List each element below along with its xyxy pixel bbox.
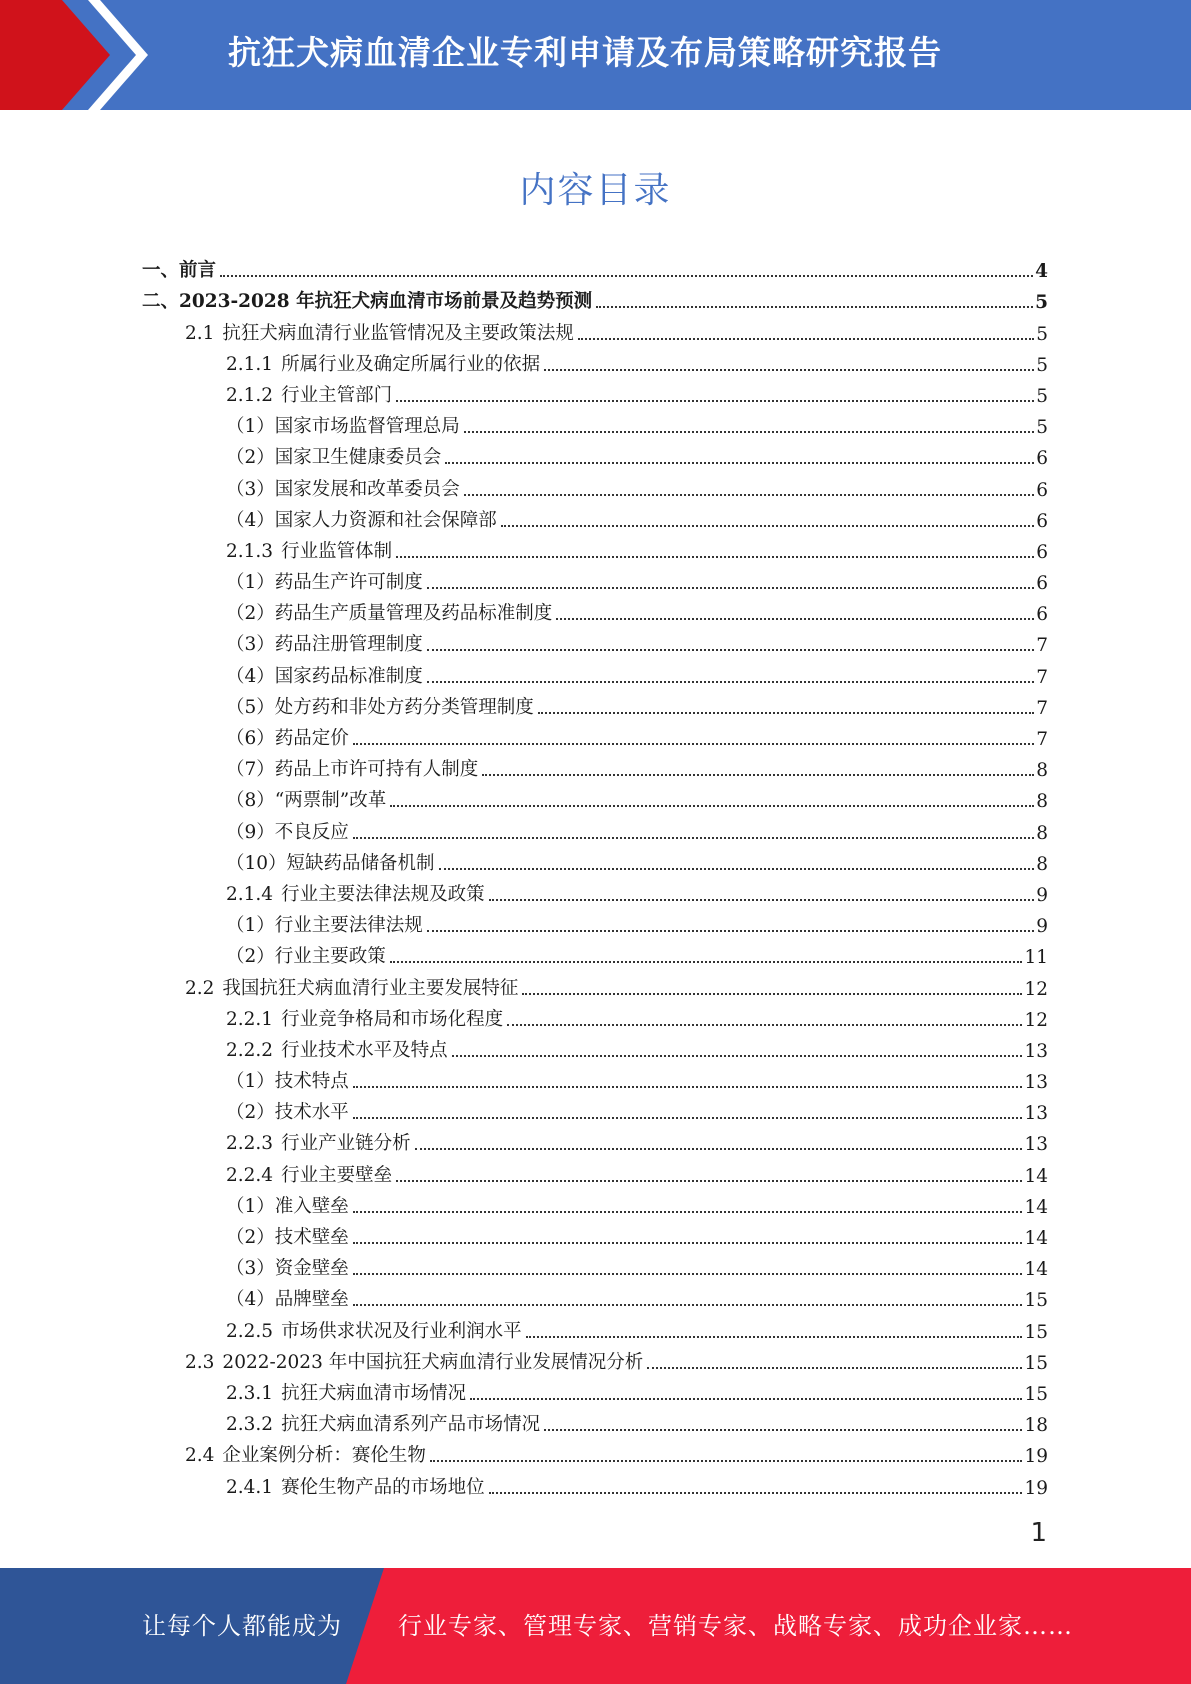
toc-entry-number: 2.2 bbox=[185, 977, 215, 999]
toc-entry-page: 7 bbox=[1036, 635, 1048, 657]
toc-entry-label bbox=[226, 755, 480, 781]
toc-entry[interactable] bbox=[0, 1252, 1191, 1283]
toc-entry-number: （1） bbox=[226, 1071, 275, 1093]
toc-entry-page: 13 bbox=[1024, 1134, 1048, 1156]
toc-entry-page: 11 bbox=[1024, 947, 1048, 969]
toc-dot-leader bbox=[501, 525, 1034, 527]
toc-entry-text: 行业主要政策 bbox=[274, 946, 386, 968]
toc-entry-label bbox=[226, 724, 351, 750]
toc-entry-number: （9） bbox=[226, 821, 275, 843]
toc-dot-leader bbox=[353, 1086, 1023, 1088]
toc-entry-number: 2.1.1 bbox=[226, 353, 274, 375]
toc-entry-number: 一、 bbox=[142, 260, 180, 282]
toc-entry-page: 14 bbox=[1024, 1259, 1048, 1281]
toc-entry-number: 2.2.1 bbox=[226, 1008, 274, 1030]
toc-dot-leader bbox=[439, 868, 1035, 870]
toc-entry-label bbox=[226, 818, 351, 844]
toc-entry-page: 6 bbox=[1036, 510, 1048, 532]
toc-dot-leader bbox=[396, 1180, 1022, 1182]
chevron-arrow-icon bbox=[0, 0, 160, 110]
toc-entry-number: 2.3 bbox=[185, 1351, 215, 1373]
toc-entry-label bbox=[142, 256, 218, 282]
toc-entry-page: 15 bbox=[1024, 1383, 1048, 1405]
toc-dot-leader bbox=[489, 1492, 1023, 1494]
toc-dot-leader bbox=[538, 712, 1034, 714]
toc-entry-text: 抗狂犬病血清行业监管情况及主要政策法规 bbox=[222, 322, 574, 344]
toc-dot-leader bbox=[396, 400, 1034, 402]
toc-entry[interactable] bbox=[0, 691, 1191, 722]
toc-entry[interactable] bbox=[0, 1408, 1191, 1439]
toc-entry-text: 所属行业及确定所属行业的依据 bbox=[281, 353, 541, 375]
toc-entry-text: 国家药品标准制度 bbox=[274, 665, 423, 687]
toc-entry[interactable] bbox=[0, 379, 1191, 410]
toc-entry[interactable] bbox=[0, 659, 1191, 690]
toc-entry-text: 行业主要法律法规 bbox=[274, 915, 423, 937]
toc-entry-number: （3） bbox=[226, 1258, 275, 1280]
toc-entry-label bbox=[226, 1317, 524, 1343]
toc-entry-page: 14 bbox=[1024, 1228, 1048, 1249]
toc-entry-label bbox=[226, 1067, 351, 1093]
toc-entry-page: 8 bbox=[1036, 822, 1048, 844]
toc-entry-page: 12 bbox=[1024, 978, 1048, 1000]
toc-entry[interactable] bbox=[0, 1127, 1191, 1158]
toc-heading: 内容目录 bbox=[519, 170, 672, 211]
toc-dot-leader bbox=[452, 1055, 1023, 1057]
toc-entry[interactable] bbox=[0, 316, 1191, 347]
toc-dot-leader bbox=[396, 556, 1034, 558]
toc-entry-number: 2.2.4 bbox=[226, 1164, 274, 1186]
toc-entry-label bbox=[226, 1036, 450, 1062]
toc-entry-text: 前言 bbox=[179, 260, 217, 282]
toc-entry-number: 2.2.3 bbox=[226, 1133, 274, 1155]
toc-entry-page: 12 bbox=[1024, 1009, 1048, 1031]
toc-entry-label bbox=[226, 1285, 351, 1311]
toc-entry-page: 14 bbox=[1024, 1196, 1048, 1218]
toc-entry-text: 短缺药品储备机制 bbox=[286, 852, 435, 874]
toc-entry-page: 9 bbox=[1036, 916, 1048, 938]
toc-entry[interactable] bbox=[0, 566, 1191, 597]
toc-entry[interactable] bbox=[0, 1283, 1191, 1314]
toc-entry-number: （2） bbox=[226, 603, 275, 625]
toc-entry-text: 技术特点 bbox=[274, 1071, 349, 1093]
footer-slogan-right: 行业专家、管理专家、营销专家、战略专家、成功企业家…… bbox=[398, 1612, 1073, 1640]
report-title: 抗狂犬病血清企业专利申请及布局策略研究报告 bbox=[228, 33, 942, 72]
toc-entry-number: 2.1.4 bbox=[226, 883, 274, 905]
toc-entry-number: 二、 bbox=[142, 291, 180, 313]
toc-entry[interactable] bbox=[0, 784, 1191, 815]
table-of-contents bbox=[0, 254, 1191, 1502]
toc-entry[interactable] bbox=[0, 1065, 1191, 1096]
toc-entry-page: 6 bbox=[1036, 604, 1048, 626]
toc-entry-number: （5） bbox=[226, 696, 275, 718]
toc-entry-label bbox=[226, 568, 425, 594]
toc-entry-number: （1） bbox=[226, 915, 275, 937]
toc-dot-leader bbox=[526, 1336, 1023, 1338]
toc-entry-text: 行业主要法律法规及政策 bbox=[281, 883, 485, 905]
toc-entry-number: （8） bbox=[226, 790, 275, 812]
toc-entry-number: 2.3.2 bbox=[226, 1414, 274, 1436]
toc-entry-label bbox=[226, 381, 394, 407]
toc-entry-text: 行业主管部门 bbox=[281, 384, 393, 406]
toc-dot-leader bbox=[353, 1242, 1023, 1244]
toc-entry-number: （4） bbox=[226, 1289, 275, 1311]
toc-entry-page: 6 bbox=[1036, 573, 1048, 595]
toc-entry-text: 抗狂犬病血清市场情况 bbox=[281, 1382, 467, 1404]
toc-entry-page: 9 bbox=[1036, 884, 1048, 906]
toc-entry-label bbox=[226, 412, 462, 438]
toc-entry-number: （1） bbox=[226, 416, 275, 438]
toc-entry-page: 13 bbox=[1024, 1040, 1048, 1062]
toc-entry-number: 2.1 bbox=[185, 322, 215, 344]
toc-entry-label bbox=[226, 911, 425, 937]
toc-entry-text: 药品生产许可制度 bbox=[274, 572, 423, 594]
toc-entry-text: 企业案例分析：赛伦生物 bbox=[222, 1445, 426, 1467]
header-banner bbox=[0, 0, 1191, 110]
toc-entry-label bbox=[185, 1441, 428, 1467]
toc-entry-label bbox=[226, 475, 462, 501]
toc-entry-label bbox=[226, 443, 443, 469]
toc-entry[interactable] bbox=[0, 472, 1191, 503]
toc-entry-text: “两票制”改革 bbox=[274, 790, 387, 812]
toc-entry-page: 6 bbox=[1036, 541, 1048, 563]
toc-entry-number: 2.1.3 bbox=[226, 540, 274, 562]
toc-entry[interactable] bbox=[0, 722, 1191, 753]
toc-entry-label bbox=[185, 974, 520, 1000]
toc-entry-page: 5 bbox=[1035, 292, 1048, 314]
toc-entry-page: 8 bbox=[1036, 853, 1048, 875]
toc-entry[interactable] bbox=[0, 1003, 1191, 1034]
toc-entry-label bbox=[226, 942, 388, 968]
toc-entry-page: 15 bbox=[1024, 1290, 1048, 1312]
toc-entry-label bbox=[226, 599, 554, 625]
toc-entry-text: 资金壁垒 bbox=[274, 1258, 349, 1280]
toc-dot-leader bbox=[353, 1117, 1023, 1119]
toc-entry[interactable] bbox=[0, 1346, 1191, 1377]
toc-entry-text: 国家卫生健康委员会 bbox=[274, 447, 442, 469]
toc-dot-leader bbox=[464, 494, 1034, 496]
toc-entry-label bbox=[226, 1223, 351, 1249]
toc-entry-text: 药品注册管理制度 bbox=[274, 634, 423, 656]
toc-entry[interactable] bbox=[0, 1314, 1191, 1345]
toc-entry-number: （4） bbox=[226, 665, 275, 687]
toc-entry-label bbox=[226, 1005, 505, 1031]
toc-entry[interactable] bbox=[0, 348, 1191, 379]
toc-entry[interactable] bbox=[0, 971, 1191, 1002]
toc-dot-leader bbox=[390, 961, 1023, 963]
toc-entry-number: （7） bbox=[226, 759, 275, 781]
toc-entry-number: （10） bbox=[226, 852, 287, 874]
toc-dot-leader bbox=[427, 681, 1034, 683]
toc-entry-number: （2） bbox=[226, 1227, 275, 1248]
toc-dot-leader bbox=[353, 743, 1034, 745]
toc-entry-number: （6） bbox=[226, 728, 275, 749]
footer-banner bbox=[0, 1568, 1191, 1684]
toc-entry-page: 7 bbox=[1036, 697, 1048, 719]
toc-entry-page: 8 bbox=[1036, 791, 1048, 813]
toc-dot-leader bbox=[489, 899, 1035, 901]
toc-dot-leader bbox=[427, 930, 1034, 932]
toc-entry-page: 5 bbox=[1036, 323, 1048, 345]
toc-entry-page: 15 bbox=[1024, 1321, 1048, 1343]
toc-dot-leader bbox=[578, 338, 1034, 340]
toc-entry-number: （1） bbox=[226, 572, 275, 594]
toc-dot-leader bbox=[390, 805, 1034, 807]
toc-dot-leader bbox=[427, 587, 1034, 589]
toc-entry-label bbox=[226, 1410, 542, 1436]
toc-dot-leader bbox=[353, 837, 1034, 839]
toc-entry-label bbox=[142, 287, 594, 313]
toc-entry[interactable] bbox=[0, 1158, 1191, 1189]
toc-entry-page: 5 bbox=[1036, 354, 1048, 376]
toc-entry-text: 药品上市许可持有人制度 bbox=[274, 759, 479, 781]
toc-entry-number: 2.2.5 bbox=[226, 1320, 274, 1342]
toc-entry-text: 药品生产质量管理及药品标准制度 bbox=[274, 603, 553, 625]
toc-entry-number: （2） bbox=[226, 447, 275, 469]
toc-entry-page: 4 bbox=[1035, 261, 1048, 283]
toc-entry-text: 处方药和非处方药分类管理制度 bbox=[274, 696, 534, 718]
footer-slogan-left: 让每个人都能成为 bbox=[142, 1612, 342, 1640]
toc-entry-label bbox=[185, 319, 576, 345]
toc-entry-number: （4） bbox=[226, 509, 275, 531]
toc-dot-leader bbox=[430, 1460, 1023, 1462]
toc-entry-number: （2） bbox=[226, 946, 275, 968]
toc-entry[interactable] bbox=[0, 535, 1191, 566]
toc-entry[interactable] bbox=[0, 1439, 1191, 1470]
toc-dot-leader bbox=[353, 1304, 1023, 1306]
toc-entry[interactable] bbox=[0, 597, 1191, 628]
toc-entry-number: （3） bbox=[226, 634, 275, 656]
toc-entry[interactable] bbox=[0, 1377, 1191, 1408]
toc-entry-text: 行业监管体制 bbox=[281, 540, 393, 562]
toc-dot-leader bbox=[464, 431, 1034, 433]
toc-entry-label bbox=[226, 1161, 394, 1187]
toc-entry[interactable] bbox=[0, 940, 1191, 971]
toc-entry-page: 8 bbox=[1036, 760, 1048, 782]
toc-dot-leader bbox=[427, 649, 1034, 651]
toc-entry-page: 5 bbox=[1036, 417, 1048, 439]
toc-entry-label bbox=[226, 1254, 351, 1280]
toc-entry-text: 抗狂犬病血清系列产品市场情况 bbox=[281, 1414, 541, 1436]
toc-dot-leader bbox=[522, 993, 1022, 995]
toc-entry-page: 19 bbox=[1024, 1446, 1048, 1468]
toc-entry-text: 技术壁垒 bbox=[274, 1227, 349, 1248]
toc-entry-label bbox=[226, 662, 425, 688]
toc-entry-label bbox=[226, 849, 437, 875]
page-number: 1 bbox=[1030, 1518, 1047, 1548]
toc-entry-page: 5 bbox=[1036, 385, 1048, 407]
toc-entry-page: 13 bbox=[1024, 1072, 1048, 1094]
toc-entry[interactable] bbox=[0, 285, 1191, 316]
toc-entry-text: 行业主要壁垒 bbox=[281, 1164, 393, 1186]
toc-entry-text: 2022-2023 年中国抗狂犬病血清行业发展情况分析 bbox=[222, 1351, 644, 1373]
toc-entry-number: 2.2.2 bbox=[226, 1039, 274, 1061]
toc-entry[interactable] bbox=[0, 504, 1191, 535]
toc-entry-text: 行业技术水平及特点 bbox=[281, 1039, 448, 1061]
toc-entry[interactable] bbox=[0, 878, 1191, 909]
toc-entry[interactable] bbox=[0, 1096, 1191, 1127]
toc-entry-label bbox=[226, 350, 542, 376]
toc-entry-page: 6 bbox=[1036, 448, 1048, 470]
toc-entry[interactable] bbox=[0, 1034, 1191, 1065]
toc-entry-text: 药品定价 bbox=[274, 728, 349, 749]
toc-entry-page: 19 bbox=[1024, 1477, 1048, 1499]
toc-entry-number: （3） bbox=[226, 478, 275, 500]
toc-dot-leader bbox=[482, 774, 1034, 776]
toc-entry-text: 2023-2028 年抗狂犬病血清市场前景及趋势预测 bbox=[179, 291, 593, 313]
toc-entry-number: （2） bbox=[226, 1102, 275, 1124]
toc-entry-text: 我国抗狂犬病血清行业主要发展特征 bbox=[222, 977, 519, 999]
toc-entry-text: 品牌壁垒 bbox=[274, 1289, 349, 1311]
toc-entry-page: 7 bbox=[1036, 666, 1048, 688]
toc-entry-page: 18 bbox=[1024, 1415, 1048, 1437]
toc-dot-leader bbox=[415, 1148, 1023, 1150]
toc-entry-text: 市场供求状况及行业利润水平 bbox=[281, 1320, 522, 1342]
toc-dot-leader bbox=[556, 618, 1034, 620]
toc-dot-leader bbox=[544, 369, 1034, 371]
toc-entry-text: 不良反应 bbox=[274, 821, 349, 843]
toc-entry-number: 2.3.1 bbox=[226, 1382, 274, 1404]
toc-entry[interactable] bbox=[0, 847, 1191, 878]
toc-entry-text: 技术水平 bbox=[274, 1102, 349, 1124]
toc-dot-leader bbox=[353, 1273, 1023, 1275]
toc-dot-leader bbox=[647, 1367, 1022, 1369]
toc-entry[interactable] bbox=[0, 1190, 1191, 1221]
toc-entry-text: 国家人力资源和社会保障部 bbox=[274, 509, 497, 531]
toc-entry-page: 6 bbox=[1036, 479, 1048, 501]
toc-entry-label bbox=[226, 630, 425, 656]
toc-entry-number: 2.4 bbox=[185, 1445, 215, 1467]
toc-entry[interactable] bbox=[0, 628, 1191, 659]
toc-entry[interactable] bbox=[0, 410, 1191, 441]
toc-dot-leader bbox=[470, 1398, 1022, 1400]
toc-entry-label bbox=[185, 1348, 645, 1374]
toc-entry-label bbox=[226, 1473, 487, 1499]
toc-entry-text: 赛伦生物产品的市场地位 bbox=[281, 1476, 485, 1498]
toc-entry-text: 行业产业链分析 bbox=[281, 1133, 411, 1155]
toc-entry-label bbox=[226, 1192, 351, 1218]
toc-entry[interactable] bbox=[0, 254, 1191, 285]
toc-entry[interactable] bbox=[0, 1221, 1191, 1252]
toc-entry-number: （1） bbox=[226, 1195, 275, 1217]
toc-entry-page: 15 bbox=[1024, 1352, 1048, 1374]
toc-dot-leader bbox=[353, 1211, 1023, 1213]
toc-entry-page: 7 bbox=[1036, 729, 1048, 750]
toc-entry[interactable] bbox=[0, 1470, 1191, 1501]
toc-entry-label bbox=[226, 1129, 413, 1155]
toc-dot-leader bbox=[220, 275, 1033, 277]
toc-entry-label bbox=[226, 880, 487, 906]
toc-entry-label bbox=[226, 693, 536, 719]
toc-dot-leader bbox=[596, 306, 1033, 308]
toc-entry[interactable] bbox=[0, 441, 1191, 472]
toc-entry-number: 2.4.1 bbox=[226, 1476, 274, 1498]
toc-entry-label bbox=[226, 1379, 468, 1405]
toc-entry-number: 2.1.2 bbox=[226, 384, 274, 406]
toc-entry-text: 行业竞争格局和市场化程度 bbox=[281, 1008, 504, 1030]
toc-entry-page: 13 bbox=[1024, 1103, 1048, 1125]
toc-entry-text: 国家市场监督管理总局 bbox=[274, 416, 460, 438]
toc-entry-page: 14 bbox=[1024, 1165, 1048, 1187]
toc-entry-label bbox=[226, 537, 394, 563]
toc-entry-text: 国家发展和改革委员会 bbox=[274, 478, 460, 500]
toc-entry[interactable] bbox=[0, 909, 1191, 940]
toc-entry-label bbox=[226, 506, 499, 532]
toc-entry[interactable] bbox=[0, 815, 1191, 846]
toc-entry-label bbox=[226, 786, 388, 812]
toc-entry-text: 准入壁垒 bbox=[274, 1195, 349, 1217]
toc-dot-leader bbox=[544, 1429, 1022, 1431]
toc-entry-label bbox=[226, 1098, 351, 1124]
toc-dot-leader bbox=[445, 462, 1034, 464]
toc-entry[interactable] bbox=[0, 753, 1191, 784]
toc-dot-leader bbox=[507, 1024, 1022, 1026]
